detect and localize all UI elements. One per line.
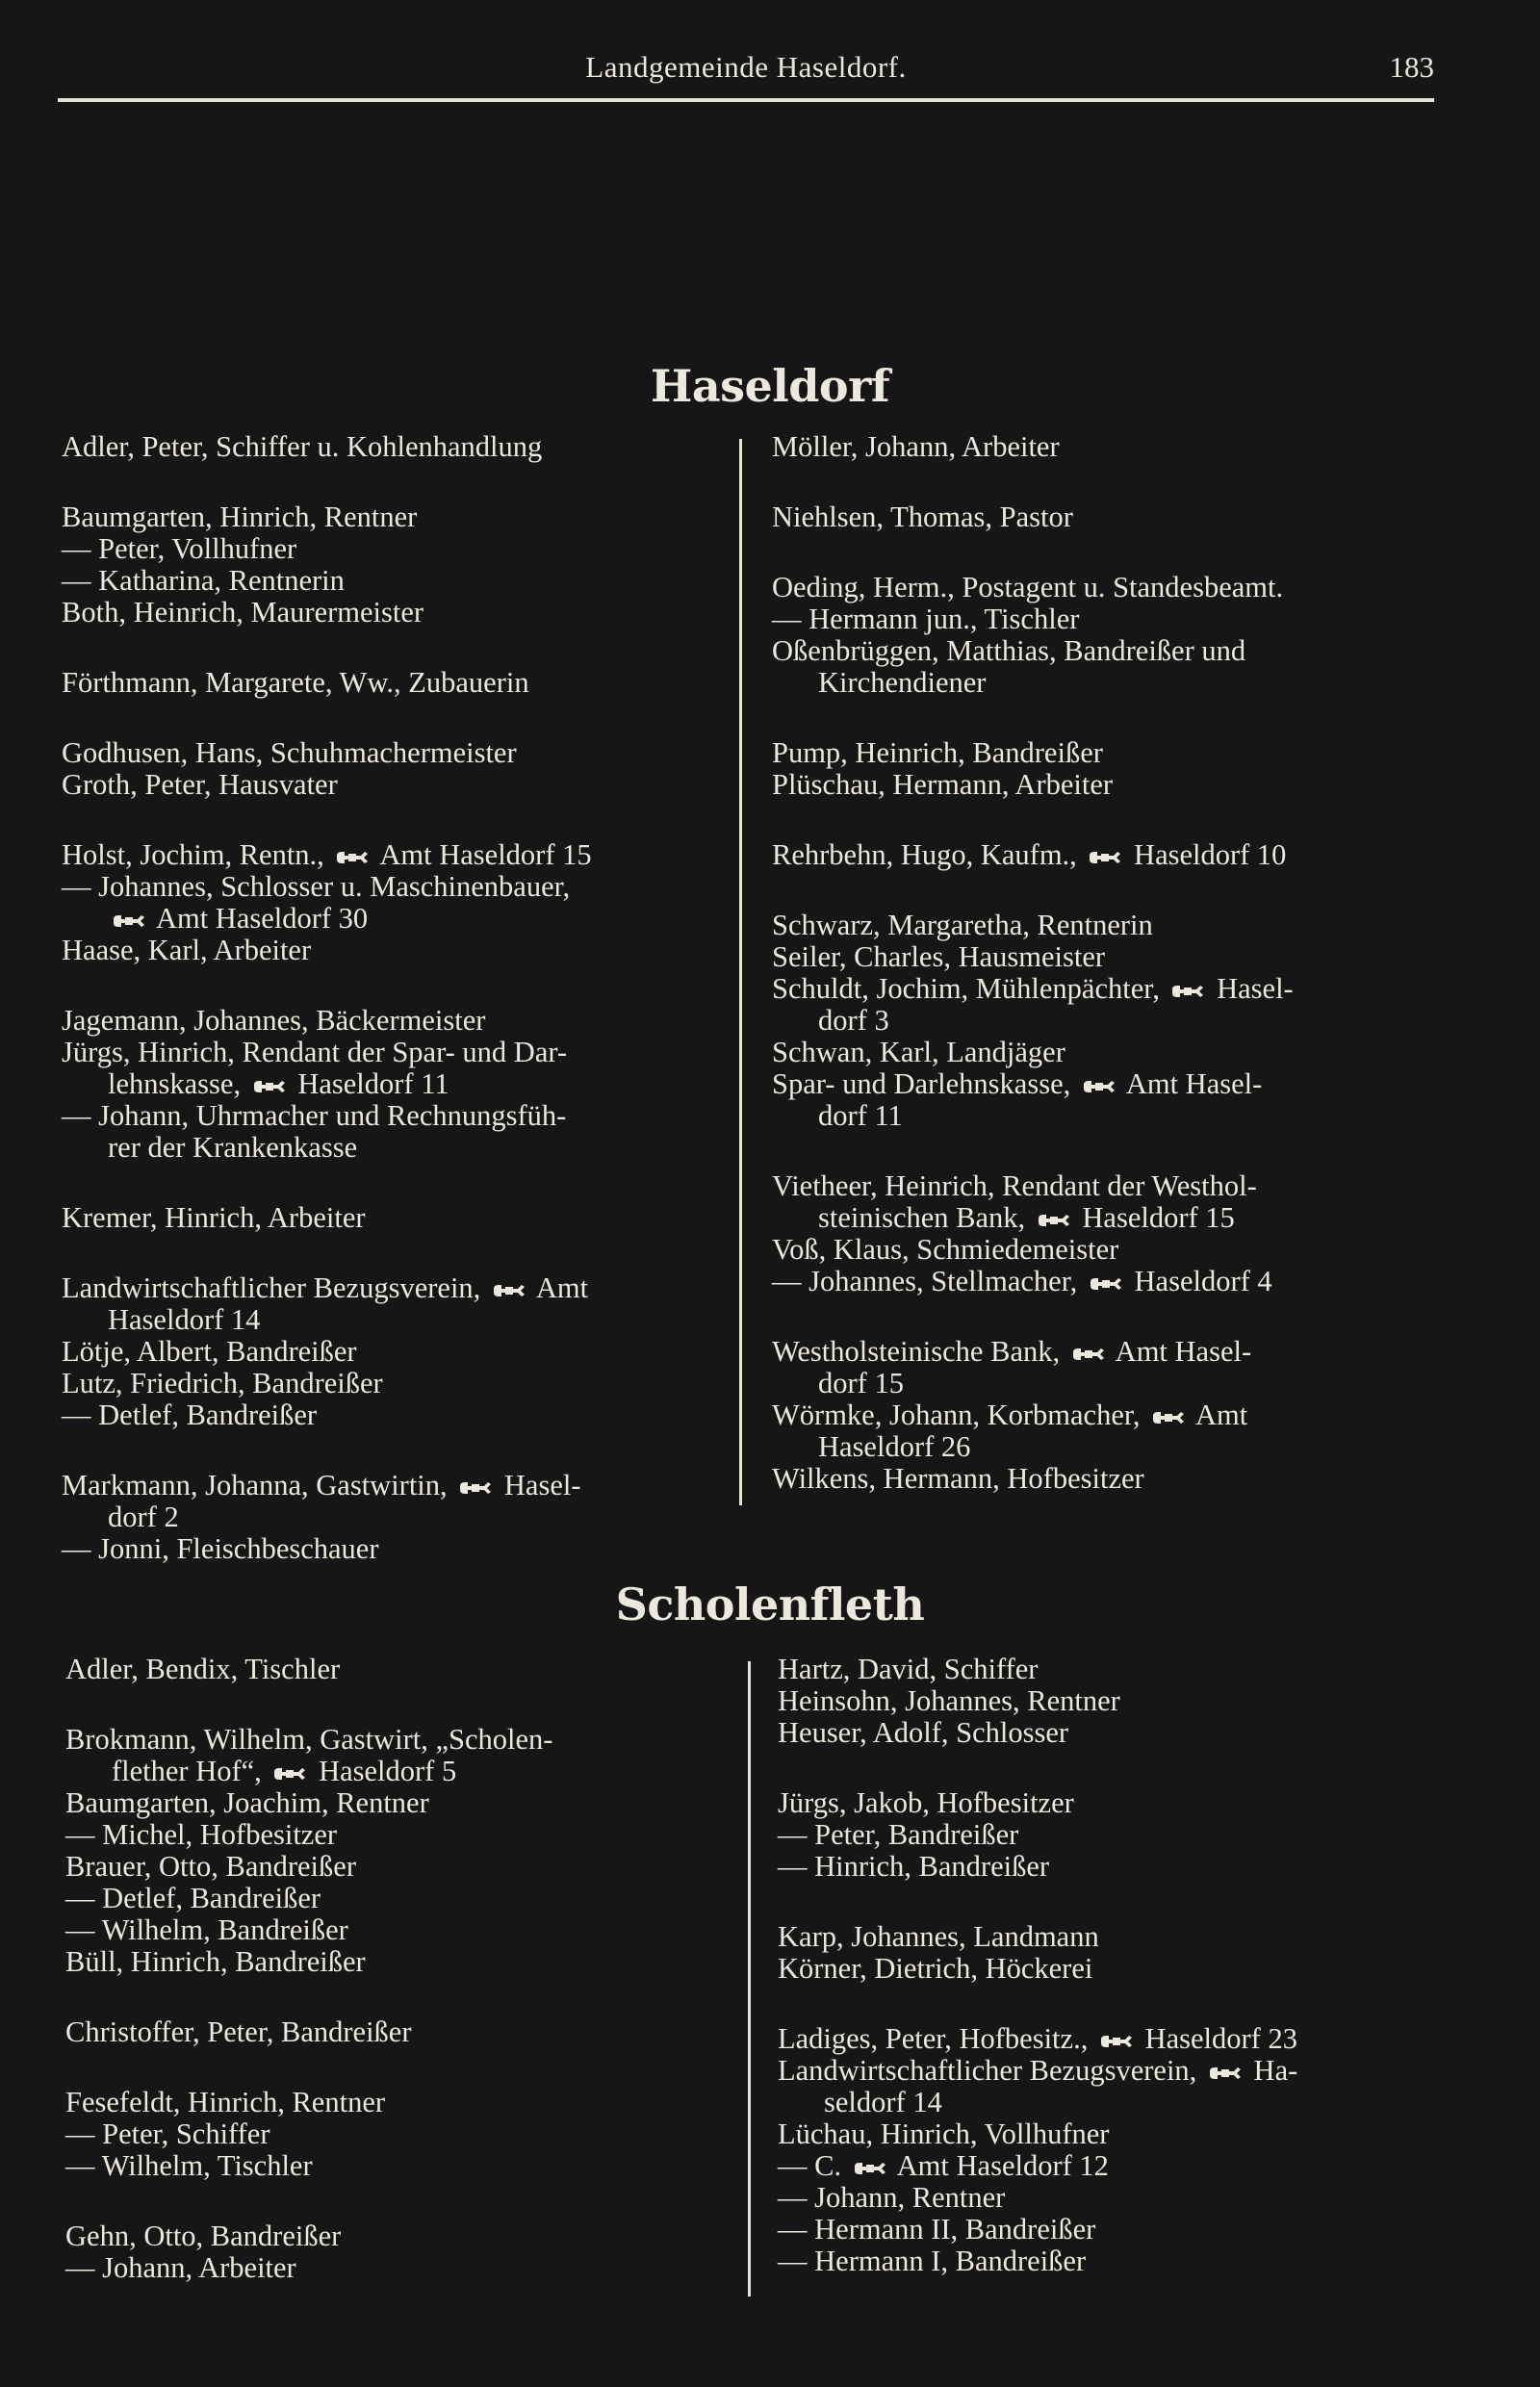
- entry-text: Brauer, Otto, Bandreißer: [65, 1850, 356, 1883]
- entry-continuation-text: [62, 1502, 726, 1533]
- entry-text: Körner, Dietrich, Höckerei: [778, 1952, 1093, 1985]
- running-head-title: Landgemeinde Haseldorf.: [585, 50, 907, 84]
- directory-entry: [778, 2246, 1451, 2277]
- entry-text: Oeding, Herm., Postagent u. Standesbeamt.: [772, 571, 1284, 603]
- directory-entry: [772, 431, 1446, 463]
- entry-text: — Johann, Arbeiter: [65, 2251, 296, 2284]
- telephone-icon: [1082, 1080, 1116, 1093]
- entry-text: — Katharina, Rentnerin: [62, 564, 345, 597]
- entry-text: Voß, Klaus, Schmiedemeister: [772, 1233, 1119, 1266]
- directory-entry: [772, 1234, 1446, 1266]
- entry-text: Baumgarten, Joachim, Rentner: [65, 1786, 429, 1819]
- entry-text: — Hinrich, Bandreißer: [778, 1850, 1050, 1883]
- phone-number: Amt Hasel-: [1109, 1335, 1252, 1368]
- entry-spacer: [778, 1749, 1451, 1787]
- entry-text: — Hermann I, Bandreißer: [778, 2245, 1087, 2277]
- entry-text: Jagemann, Johannes, Bäckermeister: [62, 1004, 486, 1037]
- entry-continuation: [772, 1368, 1446, 1399]
- phone-number: Haseldorf 4: [1126, 1265, 1272, 1297]
- entry-text: Haseldorf 26: [818, 1430, 971, 1463]
- entry-text: Jürgs, Hinrich, Rendant der Spar- und Dar-: [62, 1036, 568, 1068]
- entry-text: Kirchendiener: [818, 666, 987, 699]
- directory-entry: [62, 839, 726, 871]
- phone-number: Haseldorf 11: [290, 1067, 449, 1100]
- directory-entry: [62, 431, 726, 463]
- entry-continuation-text: [772, 1100, 1446, 1132]
- haseldorf-right-column: [772, 431, 1446, 1495]
- entry-text: Schwan, Karl, Landjäger: [772, 1036, 1065, 1068]
- entry-continuation: [65, 1756, 739, 1787]
- directory-entry: [778, 2118, 1451, 2150]
- directory-entry: [772, 1037, 1446, 1068]
- directory-entry: [778, 2055, 1451, 2087]
- entry-text: Wilkens, Hermann, Hofbesitzer: [772, 1462, 1144, 1495]
- entry-text: — Wilhelm, Tischler: [65, 2149, 313, 2182]
- entry-text: Schuldt, Jochim, Mühlenpächter,: [772, 972, 1168, 1005]
- directory-entry: [772, 941, 1446, 973]
- directory-entry: [62, 769, 726, 801]
- directory-entry: [62, 1272, 726, 1304]
- entry-text: Lüchau, Hinrich, Vollhufner: [778, 2118, 1110, 2150]
- entry-text: — Johannes, Stellmacher,: [772, 1265, 1085, 1297]
- telephone-icon: [1151, 1411, 1186, 1424]
- phone-number: Amt Haseldorf 30: [150, 902, 369, 935]
- directory-entry: [65, 1914, 739, 1946]
- telephone-icon: [1088, 851, 1122, 864]
- entry-text: — Johann, Uhrmacher und Rechnungsfüh-: [62, 1099, 567, 1132]
- telephone-icon: [335, 851, 370, 864]
- entry-text: — Jonni, Fleischbeschauer: [62, 1532, 379, 1565]
- directory-entry: [772, 910, 1446, 941]
- entry-continuation-text: [65, 1756, 739, 1787]
- entry-continuation-text: [772, 1202, 1446, 1234]
- directory-entry: [65, 2016, 739, 2048]
- entry-continuation: [772, 667, 1446, 699]
- directory-entry: [62, 1470, 726, 1502]
- directory-entry: [778, 1953, 1451, 1985]
- entry-text: Jürgs, Jakob, Hofbesitzer: [778, 1786, 1074, 1819]
- directory-entry: [65, 1819, 739, 1851]
- entry-text: flether Hof“,: [112, 1755, 270, 1787]
- directory-entry: [772, 501, 1446, 533]
- directory-entry: [62, 1368, 726, 1399]
- telephone-icon: [492, 1284, 526, 1297]
- entry-spacer: [62, 966, 726, 1005]
- running-head: [58, 50, 1434, 102]
- phone-number: Amt Hasel-: [1119, 1067, 1263, 1100]
- page-number: 183: [1389, 50, 1434, 84]
- entry-text: Haase, Karl, Arbeiter: [62, 934, 312, 966]
- entry-text: Schwarz, Margaretha, Rentnerin: [772, 909, 1153, 941]
- directory-entry: [778, 1819, 1451, 1851]
- entry-text: Büll, Hinrich, Bandreißer: [65, 1945, 366, 1978]
- entry-text: Lutz, Friedrich, Bandreißer: [62, 1367, 383, 1399]
- entry-text: Westholsteinische Bank,: [772, 1335, 1067, 1368]
- directory-entry: [62, 737, 726, 769]
- directory-entry: [65, 1851, 739, 1883]
- directory-entry: [62, 501, 726, 533]
- entry-spacer: [62, 801, 726, 839]
- telephone-icon: [458, 1481, 493, 1495]
- directory-entry: [62, 533, 726, 565]
- entry-text: — Detlef, Bandreißer: [65, 1882, 321, 1914]
- phone-number: Amt Haseldorf 15: [373, 838, 592, 871]
- directory-entry: [65, 2150, 739, 2182]
- phone-number: Amt: [1190, 1399, 1248, 1431]
- directory-entry: [65, 1946, 739, 1978]
- directory-entry: [772, 1336, 1446, 1368]
- phone-number: Amt Haseldorf 12: [890, 2149, 1109, 2182]
- entry-continuation-text: [772, 1005, 1446, 1037]
- phone-number: Ha-: [1245, 2054, 1298, 2087]
- directory-entry: [65, 2252, 739, 2284]
- entry-spacer: [65, 1978, 739, 2016]
- phone-number: Haseldorf 10: [1126, 838, 1287, 871]
- entry-text: — C.: [778, 2149, 849, 2182]
- directory-entry: [62, 565, 726, 597]
- directory-entry: [65, 1787, 739, 1819]
- entry-text: Pump, Heinrich, Bandreißer: [772, 736, 1103, 769]
- entry-text: Plüschau, Hermann, Arbeiter: [772, 768, 1114, 801]
- telephone-icon: [1099, 2035, 1134, 2048]
- entry-text: Godhusen, Hans, Schuhmachermeister: [62, 736, 517, 769]
- telephone-icon: [1170, 985, 1205, 998]
- entry-text: — Johann, Rentner: [778, 2181, 1006, 2214]
- directory-entry: [62, 1100, 726, 1132]
- entry-continuation-text: [772, 1368, 1446, 1399]
- entry-continuation: [62, 903, 726, 935]
- entry-text: — Peter, Bandreißer: [778, 1818, 1019, 1851]
- telephone-icon: [1208, 2066, 1243, 2080]
- entry-text: — Peter, Vollhufner: [62, 532, 297, 565]
- entry-text: Seiler, Charles, Hausmeister: [772, 940, 1106, 973]
- entry-text: Gehn, Otto, Bandreißer: [65, 2220, 342, 2252]
- directory-entry: [62, 1533, 726, 1565]
- entry-continuation: [772, 1431, 1446, 1463]
- entry-text: Hartz, David, Schiffer: [778, 1653, 1039, 1685]
- entry-spacer: [778, 1883, 1451, 1921]
- entry-continuation: [62, 1304, 726, 1336]
- directory-entry: [62, 871, 726, 903]
- entry-text: Lötje, Albert, Bandreißer: [62, 1335, 357, 1368]
- entry-text: Baumgarten, Hinrich, Rentner: [62, 500, 418, 533]
- directory-entry: [778, 1921, 1451, 1953]
- entry-text: dorf 11: [818, 1099, 903, 1132]
- directory-entry: [778, 1787, 1451, 1819]
- entry-continuation-text: [778, 2087, 1451, 2118]
- entry-spacer: [772, 801, 1446, 839]
- directory-entry: [62, 1202, 726, 1234]
- entry-spacer: [772, 533, 1446, 572]
- entry-text: Brokmann, Wilhelm, Gastwirt, „Scholen-: [65, 1723, 553, 1756]
- entry-spacer: [778, 1985, 1451, 2023]
- directory-entry: [772, 572, 1446, 603]
- entry-continuation: [62, 1068, 726, 1100]
- telephone-icon: [1037, 1214, 1071, 1227]
- entry-text: lehnskasse,: [108, 1067, 248, 1100]
- entry-text: dorf 3: [818, 1004, 889, 1037]
- entry-spacer: [772, 871, 1446, 910]
- column-divider: [748, 1661, 751, 2297]
- directory-entry: [778, 2023, 1451, 2055]
- directory-entry: [772, 973, 1446, 1005]
- entry-continuation-text: [62, 1304, 726, 1336]
- directory-entry: [65, 2220, 739, 2252]
- directory-entry: [772, 1266, 1446, 1297]
- column-divider: [739, 439, 742, 1505]
- entry-text: Both, Heinrich, Maurermeister: [62, 596, 424, 629]
- entry-text: — Johannes, Schlosser u. Maschinenbauer,: [62, 870, 571, 903]
- entry-text: steinischen Bank,: [818, 1201, 1033, 1234]
- entry-spacer: [62, 1164, 726, 1202]
- entry-text: — Wilhelm, Bandreißer: [65, 1913, 348, 1946]
- directory-entry: [65, 2087, 739, 2118]
- entry-text: — Michel, Hofbesitzer: [65, 1818, 338, 1851]
- scholenfleth-right-column: [778, 1654, 1451, 2277]
- entry-spacer: [772, 463, 1446, 501]
- entry-continuation: [772, 1202, 1446, 1234]
- phone-number: Hasel-: [1209, 972, 1294, 1005]
- entry-continuation-text: [62, 903, 726, 935]
- entry-text: Landwirtschaftlicher Bezugsverein,: [62, 1271, 488, 1304]
- directory-entry: [778, 2182, 1451, 2214]
- entry-text: dorf 2: [108, 1501, 179, 1533]
- scholenfleth-left-column: [65, 1654, 739, 2284]
- entry-text: Möller, Johann, Arbeiter: [772, 430, 1060, 463]
- telephone-icon: [272, 1767, 307, 1781]
- directory-entry: [772, 635, 1446, 667]
- entry-spacer: [772, 699, 1446, 737]
- entry-spacer: [772, 1132, 1446, 1170]
- directory-entry: [772, 1068, 1446, 1100]
- entry-text: Vietheer, Heinrich, Rendant der Westhol-: [772, 1169, 1257, 1202]
- haseldorf-left-column: [62, 431, 726, 1565]
- entry-text: dorf 15: [818, 1367, 904, 1399]
- entry-continuation: [62, 1502, 726, 1533]
- telephone-icon: [1071, 1348, 1106, 1361]
- entry-text: Heuser, Adolf, Schlosser: [778, 1716, 1069, 1749]
- entry-text: — Hermann jun., Tischler: [772, 603, 1080, 635]
- telephone-icon: [112, 914, 146, 928]
- entry-spacer: [65, 2048, 739, 2087]
- entry-spacer: [62, 463, 726, 501]
- directory-entry: [65, 1724, 739, 1756]
- telephone-icon: [1089, 1277, 1123, 1291]
- entry-text: Förthmann, Margarete, Ww., Zubauerin: [62, 666, 529, 699]
- phone-number: Hasel-: [497, 1469, 581, 1502]
- entry-text: Rehrbehn, Hugo, Kaufm.,: [772, 838, 1085, 871]
- directory-entry: [778, 2150, 1451, 2182]
- entry-text: Fesefeldt, Hinrich, Rentner: [65, 2086, 386, 2118]
- directory-entry: [62, 1037, 726, 1068]
- directory-entry: [772, 839, 1446, 871]
- phone-number: Amt: [529, 1271, 589, 1304]
- phone-number: Haseldorf 23: [1137, 2022, 1297, 2055]
- entry-text: Christoffer, Peter, Bandreißer: [65, 2015, 412, 2048]
- entry-continuation: [772, 1005, 1446, 1037]
- directory-entry: [65, 1654, 739, 1685]
- directory-entry: [772, 603, 1446, 635]
- directory-entry: [778, 1654, 1451, 1685]
- directory-entry: [62, 1399, 726, 1431]
- directory-entry: [62, 597, 726, 629]
- entry-text: Holst, Jochim, Rentn.,: [62, 838, 332, 871]
- phone-number: Haseldorf 5: [311, 1755, 457, 1787]
- section-title-scholenfleth: Scholenfleth: [615, 1578, 925, 1630]
- entry-text: rer der Krankenkasse: [108, 1131, 358, 1164]
- directory-entry: [778, 1685, 1451, 1717]
- entry-spacer: [772, 1297, 1446, 1336]
- directory-entry: [772, 1399, 1446, 1431]
- entry-text: Markmann, Johanna, Gastwirtin,: [62, 1469, 455, 1502]
- telephone-icon: [853, 2162, 887, 2175]
- directory-entry: [778, 2214, 1451, 2246]
- directory-entry: [62, 1336, 726, 1368]
- entry-text: Haseldorf 14: [108, 1303, 261, 1336]
- entry-spacer: [62, 1431, 726, 1470]
- entry-continuation-text: [772, 667, 1446, 699]
- entry-continuation: [778, 2087, 1451, 2118]
- section-title-haseldorf: Haseldorf: [650, 360, 890, 412]
- directory-entry: [778, 1717, 1451, 1749]
- entry-continuation: [772, 1100, 1446, 1132]
- entry-text: — Detlef, Bandreißer: [62, 1399, 318, 1431]
- entry-text: Adler, Peter, Schiffer u. Kohlenhandlung: [62, 430, 543, 463]
- entry-text: Kremer, Hinrich, Arbeiter: [62, 1201, 366, 1234]
- entry-spacer: [65, 2182, 739, 2220]
- entry-text: Spar- und Darlehnskasse,: [772, 1067, 1078, 1100]
- directory-entry: [772, 1170, 1446, 1202]
- entry-spacer: [65, 1685, 739, 1724]
- directory-entry: [778, 1851, 1451, 1883]
- directory-entry: [772, 1463, 1446, 1495]
- telephone-icon: [252, 1080, 287, 1093]
- directory-entry: [772, 737, 1446, 769]
- directory-entry: [65, 2118, 739, 2150]
- entry-text: Adler, Bendix, Tischler: [65, 1653, 341, 1685]
- entry-continuation-text: [772, 1431, 1446, 1463]
- entry-continuation-text: [62, 1068, 726, 1100]
- entry-text: Oßenbrüggen, Matthias, Bandreißer und: [772, 634, 1246, 667]
- entry-text: Heinsohn, Johannes, Rentner: [778, 1684, 1120, 1717]
- entry-spacer: [62, 1234, 726, 1272]
- entry-text: Landwirtschaftlicher Bezugsverein,: [778, 2054, 1204, 2087]
- entry-text: — Hermann II, Bandreißer: [778, 2213, 1096, 2246]
- entry-spacer: [62, 699, 726, 737]
- directory-entry: [62, 1005, 726, 1037]
- entry-text: Wörmke, Johann, Korbmacher,: [772, 1399, 1148, 1431]
- directory-entry: [65, 1883, 739, 1914]
- entry-text: Ladiges, Peter, Hofbesitz.,: [778, 2022, 1095, 2055]
- entry-continuation-text: [62, 1132, 726, 1164]
- entry-text: Niehlsen, Thomas, Pastor: [772, 500, 1073, 533]
- phone-number: Haseldorf 15: [1074, 1201, 1235, 1234]
- entry-text: seldorf 14: [824, 2086, 942, 2118]
- directory-entry: [62, 667, 726, 699]
- entry-spacer: [62, 629, 726, 667]
- directory-entry: [772, 769, 1446, 801]
- entry-text: Groth, Peter, Hausvater: [62, 768, 338, 801]
- directory-entry: [62, 935, 726, 966]
- entry-continuation: [62, 1132, 726, 1164]
- entry-text: — Peter, Schiffer: [65, 2118, 270, 2150]
- entry-text: Karp, Johannes, Landmann: [778, 1920, 1099, 1953]
